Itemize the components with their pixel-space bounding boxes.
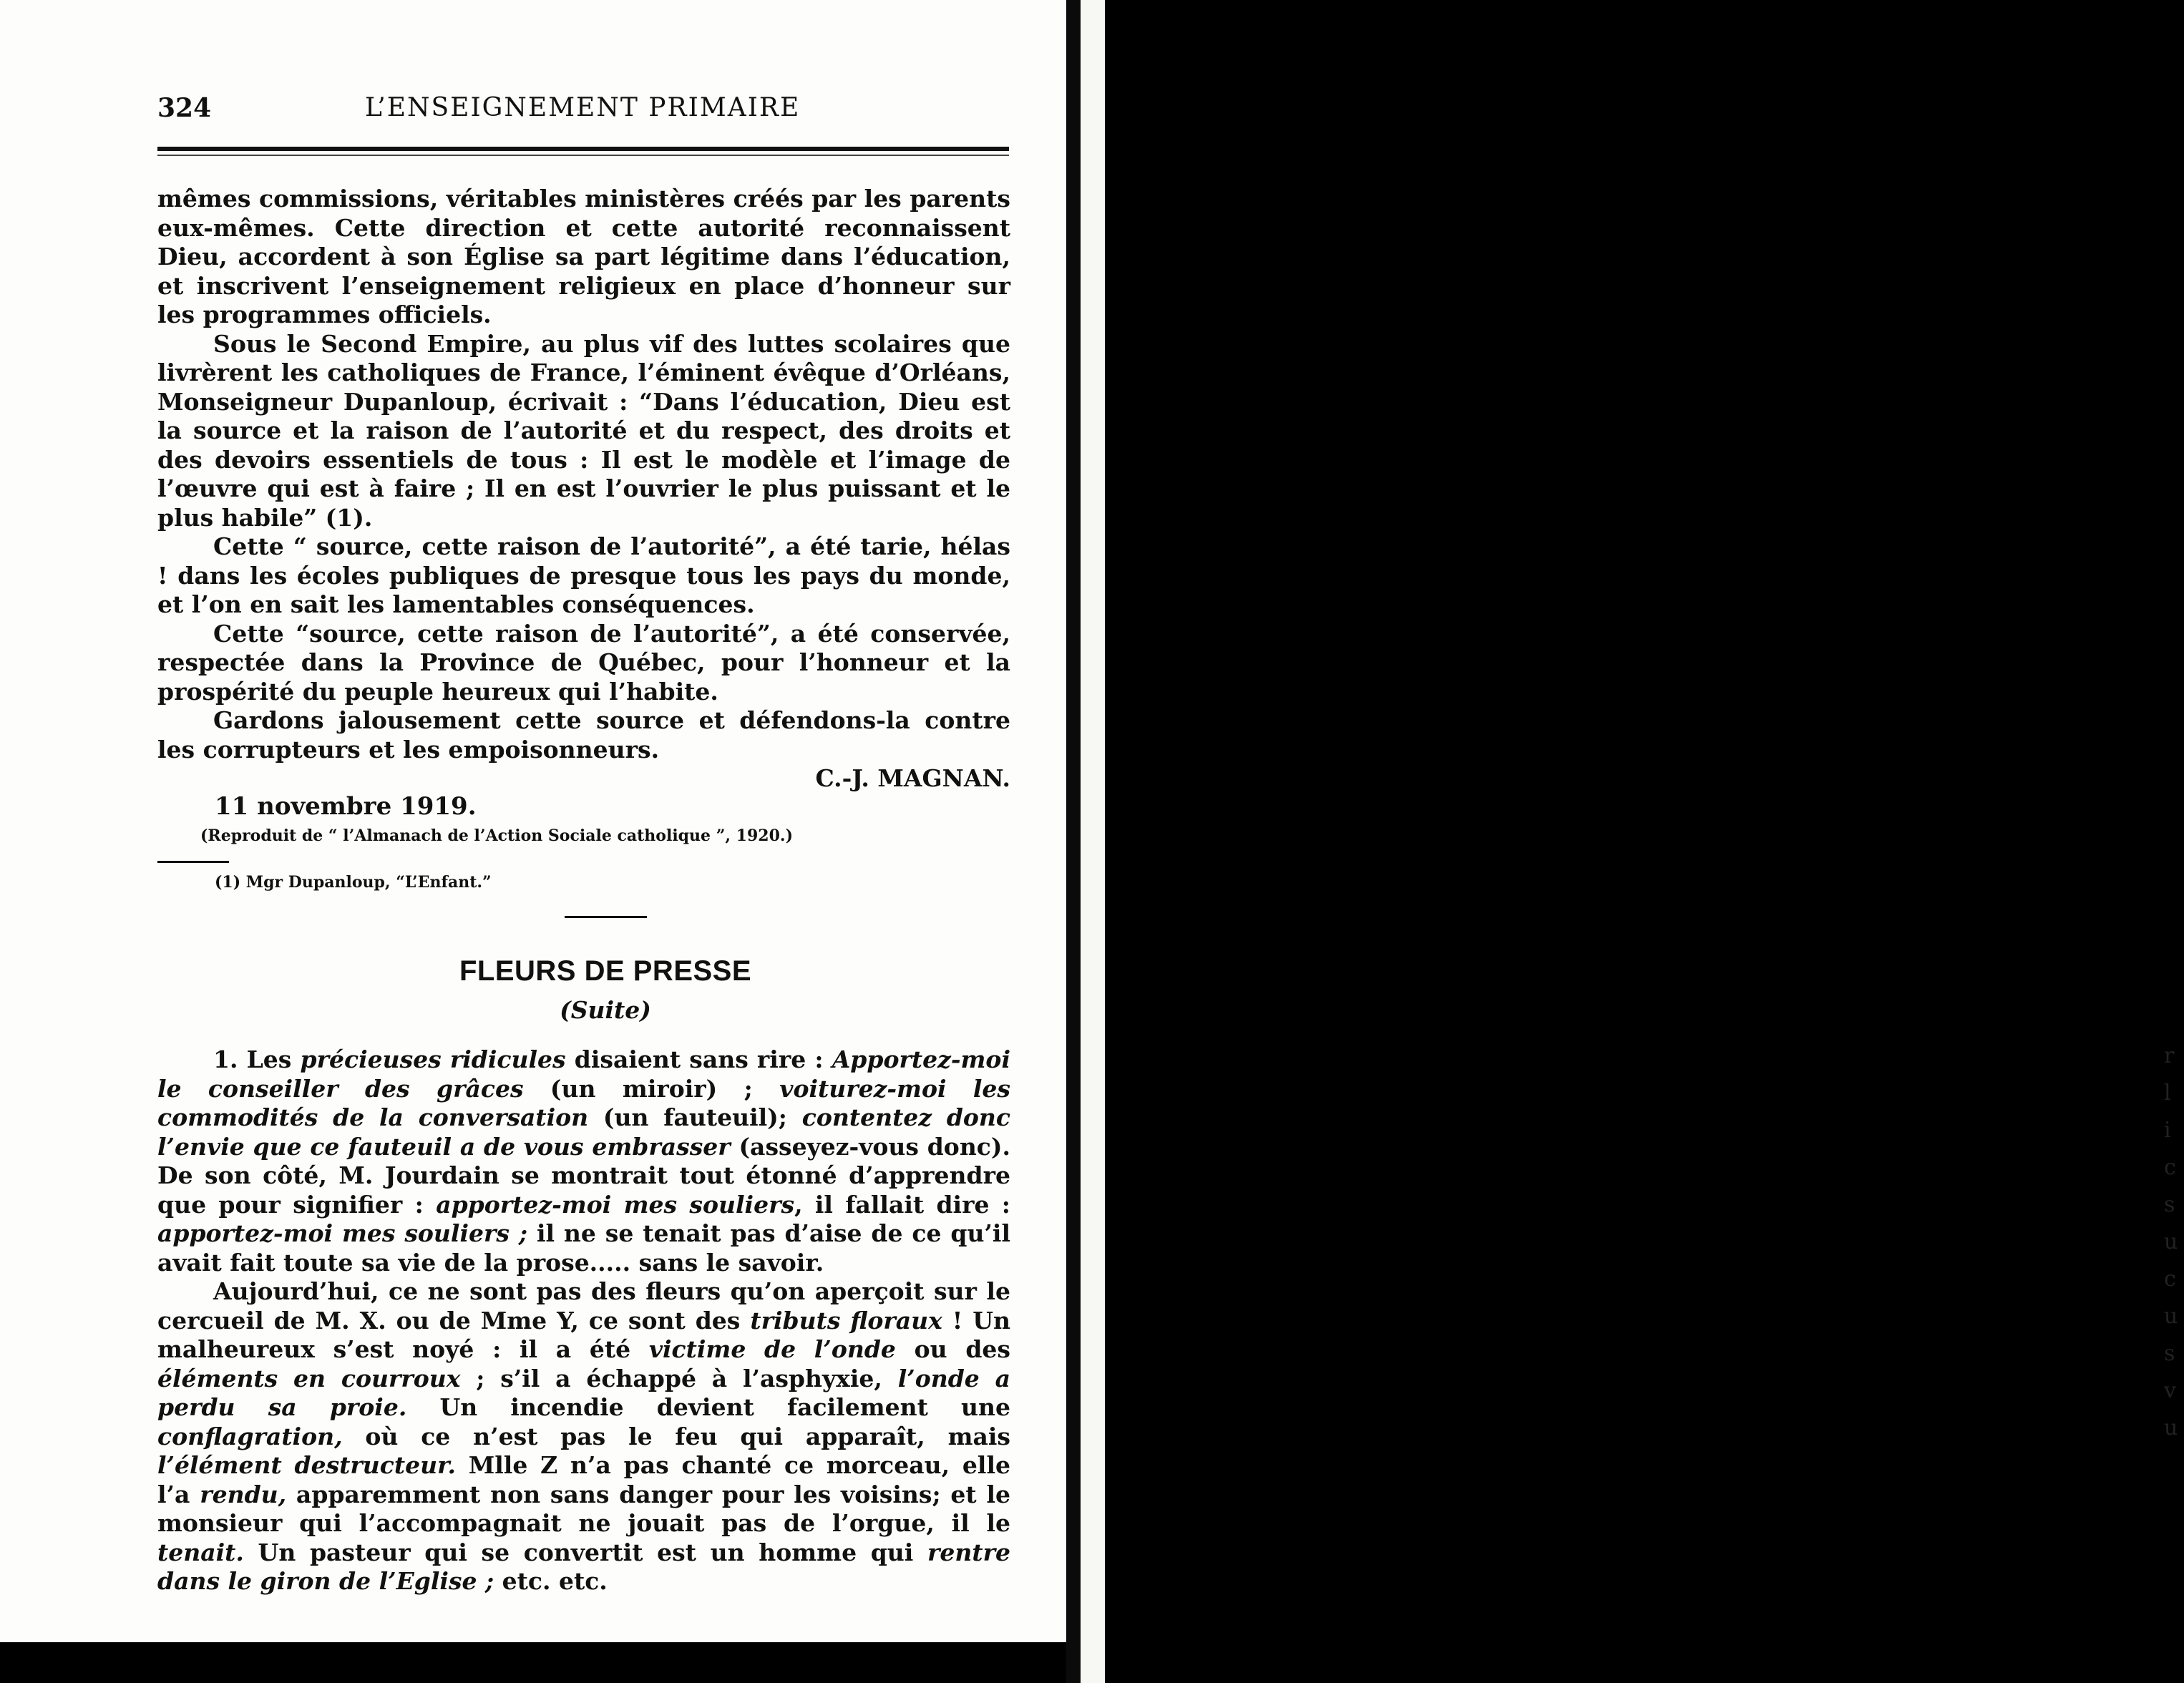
header-rule [157,147,1009,151]
paragraph: Cette “ source, cette raison de l’autorité”, a été tarie, hélas ! dans les écoles publiques de presque tous les pays du monde, et l’on en sait les lamentables conséquences. [157,532,1010,618]
page-number: 324 [157,93,212,123]
header-rule-thin [157,155,1009,156]
running-header [157,93,1016,129]
paragraph: Cette “source, cette raison de l’autorité”, a été conservée, respectée dans la Province de Québec, pour l’honneur et la prospérité du peuple heureux qui l’habite. [157,619,1010,706]
paragraph: 1. Les précieuses ridicules disaient sans rire : Apportez-moi le conseiller des grâces (un miroir) ; voiturez-moi les commodités de la conversation (un fauteuil); contentez donc l’envie que ce fauteuil a de vous embrasser (asseyez-vous donc). De son côté, M. Jourdain se montrait tout étonné d’apprendre que pour signifier : apportez-moi mes souliers, il fallait dire : apportez-moi mes souliers ; il ne se tenait pas d’aise de ce qu’il avait fait toute sa vie de la prose..... sans le savoir. [157,1045,1011,1277]
reproduction-note: (Reproduit de “ l’Almanach de l’Action Sociale catholique ”, 1920.) [200,826,793,845]
section-subtitle: (Suite) [560,996,651,1024]
document-page [0,0,1066,1642]
adjacent-page-fragments: r l i c s u c u s v u [2164,1043,2178,1440]
section-title: FLEURS DE PRESSE [459,955,752,987]
author-signature: C.-J. MAGNAN. [815,764,1010,792]
article-date: 11 novembre 1919. [215,792,477,821]
footnote-rule [157,861,229,863]
paragraph: Gardons jalousement cette source et défendons-la contre les corrupteurs et les empoisonneurs. [157,706,1010,764]
page-edge-shadow [1066,0,1081,1683]
footnote: (1) Mgr Dupanloup, “L’Enfant.” [215,873,492,892]
adjacent-page-strip [1081,0,2178,1683]
paragraph: Aujourd’hui, ce ne sont pas des fleurs qu’on aperçoit sur le cercueil de M. X. ou de Mme Y, ce sont des tributs floraux ! Un malheureux s’est noyé : il a été victime de l’onde ou des éléments en courroux ; s’il a échappé à l’asphyxie, l’onde a perdu sa proie. Un incendie devient facilement une conflagration, où ce n’est pas le feu qui apparaît, mais l’élément destructeur. Mlle Z n’a pas chanté ce morceau, elle l’a rendu, apparemment non sans danger pour les voisins; et le monsieur qui l’accompagnait ne jouait pas de l’orgue, il le tenait. Un pasteur qui se convertit est un homme qui rentre dans le giron de l’Eglise ; etc. etc. [157,1277,1011,1595]
paragraph: mêmes commissions, véritables ministères créés par les parents eux-mêmes. Cette direction et cette autorité reconnaissent Dieu, accordent à son Église sa part légitime dans l’éducation, et inscrivent l’enseignement religieux en place d’honneur sur les programmes officiels. [157,185,1010,328]
paragraph: Sous le Second Empire, au plus vif des luttes scolaires que livrèrent les catholiques de France, l’éminent évêque d’Orléans, Monseigneur Dupanloup, écrivait : “Dans l’éducation, Dieu est la source et la raison de l’autorité et du respect, des droits et des devoirs essentiels de tous : Il est le modèle et l’image de l’œuvre qui est à faire ; Il en est l’ouvrier le plus puissant et le plus habile” (1). [157,329,1010,532]
running-title: L’ENSEIGNEMENT PRIMAIRE [365,93,801,122]
article-body [157,185,1010,1596]
section-divider [565,916,647,918]
